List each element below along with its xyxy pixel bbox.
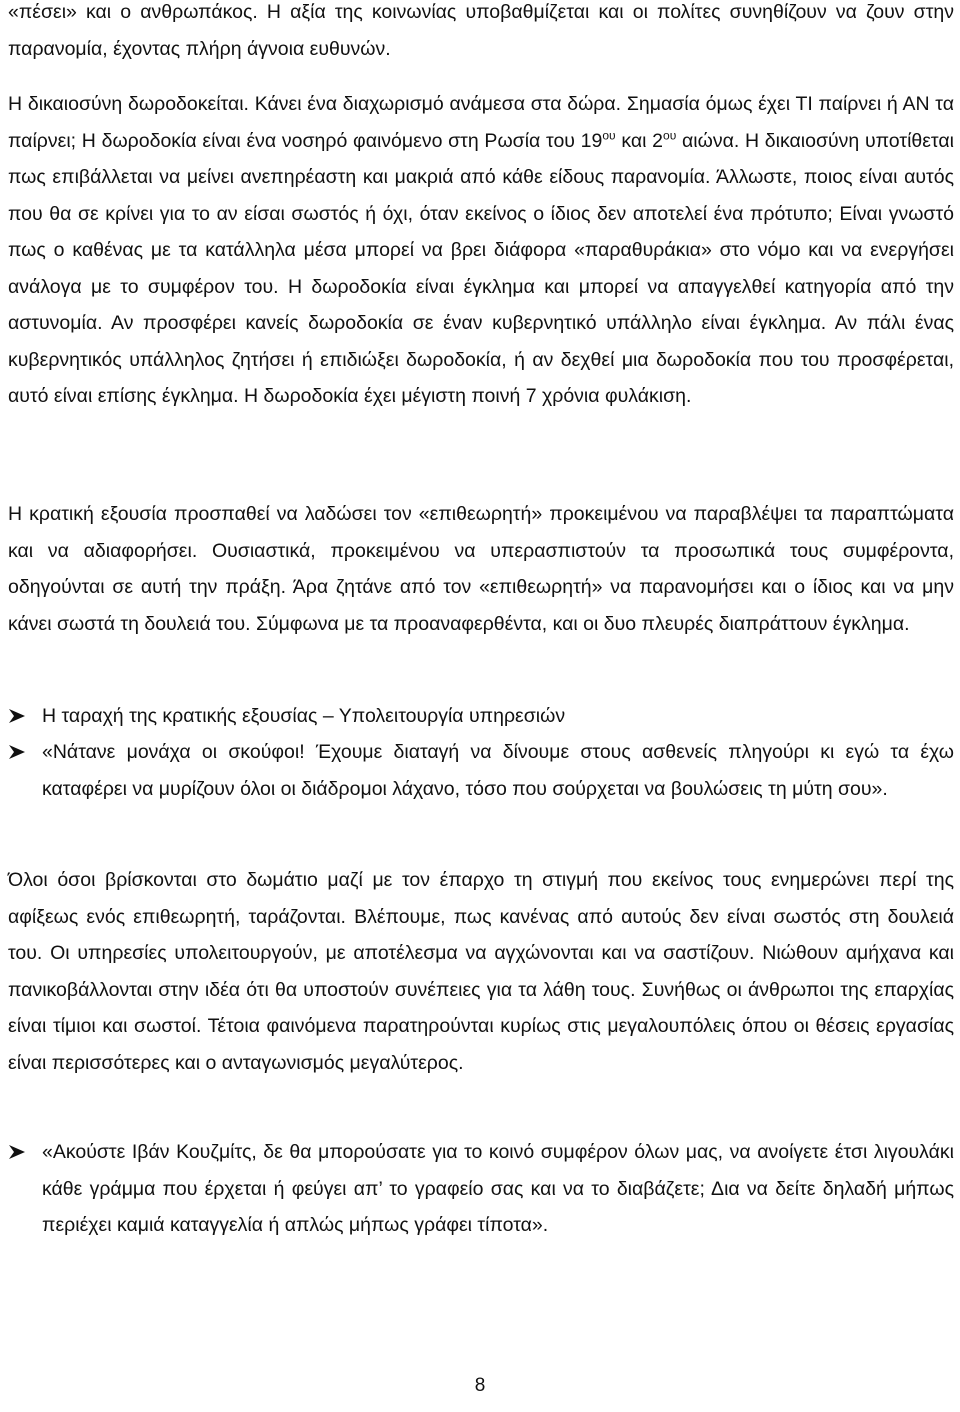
page-number: 8 <box>474 1375 486 1396</box>
paragraph-services: Όλοι όσοι βρίσκονται στο δωμάτιο μαζί με τον έπαρχο τη στιγμή που εκείνος τους ενημερώνει περί της αφίξεως ενός επιθεωρητή, ταράζονται. Βλέπουμε, πως κανένας από αυτούς δεν είναι σωστός στη δουλειά του. Οι υπηρεσίες υπολειτουργούν, με αποτέλεσμα να αγχώνονται και να σαστίζουν. Νιώθουν αμήχανα και πανικοβάλλονται στην ιδέα ότι θα υποστούν συνέπειες για τα λάθη τους. Συνήθως οι άνθρωποι της επαρχίας είναι τίμιοι και σωστοί. Τέτοια φαινόμενα παρατηρούνται κυρίως στις μεγαλουπόλεις όπου οι θέσεις εργασίας είναι περισσότερες και ο ανταγωνισμός μεγαλύτερος. <box>8 869 954 1074</box>
list-item-text: «Νάτανε μονάχα οι σκούφοι! Έχουμε διαταγή να δίνουμε στους ασθενείς πληγούρι κι εγώ τα έχω καταφέρει να μυρίζουν όλοι οι διάδρομοι λάχανο, τόσο που σούρχεται να βουλώσεις τη μύτη σου». <box>42 741 954 800</box>
arrow-bullet-icon <box>8 1134 36 1160</box>
paragraph-bribery-text-2: και 2 <box>615 129 664 152</box>
paragraph-bribery <box>8 86 954 415</box>
paragraph-bribery-text-1: Η δικαιοσύνη δωροδοκείται. Κάνει ένα διαχωρισμό ανάμεσα στα δώρα. Σημασία όμως έχει ΤΙ παίρνει ή ΑΝ τα παίρνει; Η δωροδοκία είναι ένα νοσηρό φαινόμενο στη Ρωσία του 19 <box>8 93 954 152</box>
paragraph-intro: «πέσει» και ο ανθρωπάκος. Η αξία της κοινωνίας υποβαθμίζεται και οι πολίτες συνηθίζουν να ζουν στην παρανομία, έχοντας πλήρη άγνοια ευθυνών. <box>8 1 954 60</box>
superscript-ordinal: ου <box>663 128 677 142</box>
superscript-ordinal: ου <box>602 128 616 142</box>
arrow-bullet-icon <box>8 734 36 760</box>
paragraph-authority: Η κρατική εξουσία προσπαθεί να λαδώσει τον «επιθεωρητή» προκειμένου να παραβλέψει τα παραπτώματα και να αδιαφορήσει. Ουσιαστικά, προκειμένου να υπερασπιστούν τα προσωπικά τους συμφέροντα, οδηγούνται σε αυτή την πράξη. Άρα ζητάνε από τον «επιθεωρητή» να παρανομήσει και ο ίδιος και να μην κάνει σωστά τη δουλειά του. Σύμφωνα με τα προαναφερθέντα, και οι δυο πλευρές διαπράττουν έγκλημα. <box>8 503 954 635</box>
arrow-bullet-icon <box>8 698 36 724</box>
paragraph-bribery-text-3: αιώνα. Η δικαιοσύνη υποτίθεται πως επιβάλλεται να μείνει ανεπηρέαστη και μακριά από κάθε είδους παρανομία. Άλλωστε, ποιος είναι αυτός που θα σε κρίνει για το αν είσαι σωστός ή όχι, όταν εκείνος ο ίδιος δεν αποτελεί ένα πρότυπο; Είναι γνωστό πως ο καθένας με τα κατάλληλα μέσα μπορεί να βρει διάφορα «παραθυράκια» στο νόμο και να ενεργήσει ανάλογα με το συμφέρον του. Η δωροδοκία είναι έγκλημα και μπορεί να απαγγελθεί κατηγορία από την αστυνομία. Αν προσφέρει κανείς δωροδοκία σε έναν κυβερνητικό υπάλληλο είναι έγκλημα. Αν πάλι ένας κυβερνητικός υπάλληλος ζητήσει ή επιδιώξει δωροδοκία, ή αν δεχθεί μια δωροδοκία που του προσφέρεται, αυτό είναι επίσης έγκλημα. Η δωροδοκία έχει μέγιστη ποινή 7 χρόνια φυλάκιση. <box>8 129 954 407</box>
list-item-text: Η ταραχή της κρατικής εξουσίας – Υπολειτουργία υπηρεσιών <box>42 705 566 727</box>
list-item-text: «Ακούστε Ιβάν Κουζμίτς, δε θα μπορούσατε για το κοινό συμφέρον όλων μας, να ανοίγετε έτσι λιγουλάκι κάθε γράμμα που έρχεται ή φεύγει απ’ το γραφείο σας και να το διαβάζετε; Δια να δείτε δηλαδή μήπως περιέχει καμιά καταγγελία ή απλώς μήπως γράφει τίποτα». <box>42 1141 954 1236</box>
